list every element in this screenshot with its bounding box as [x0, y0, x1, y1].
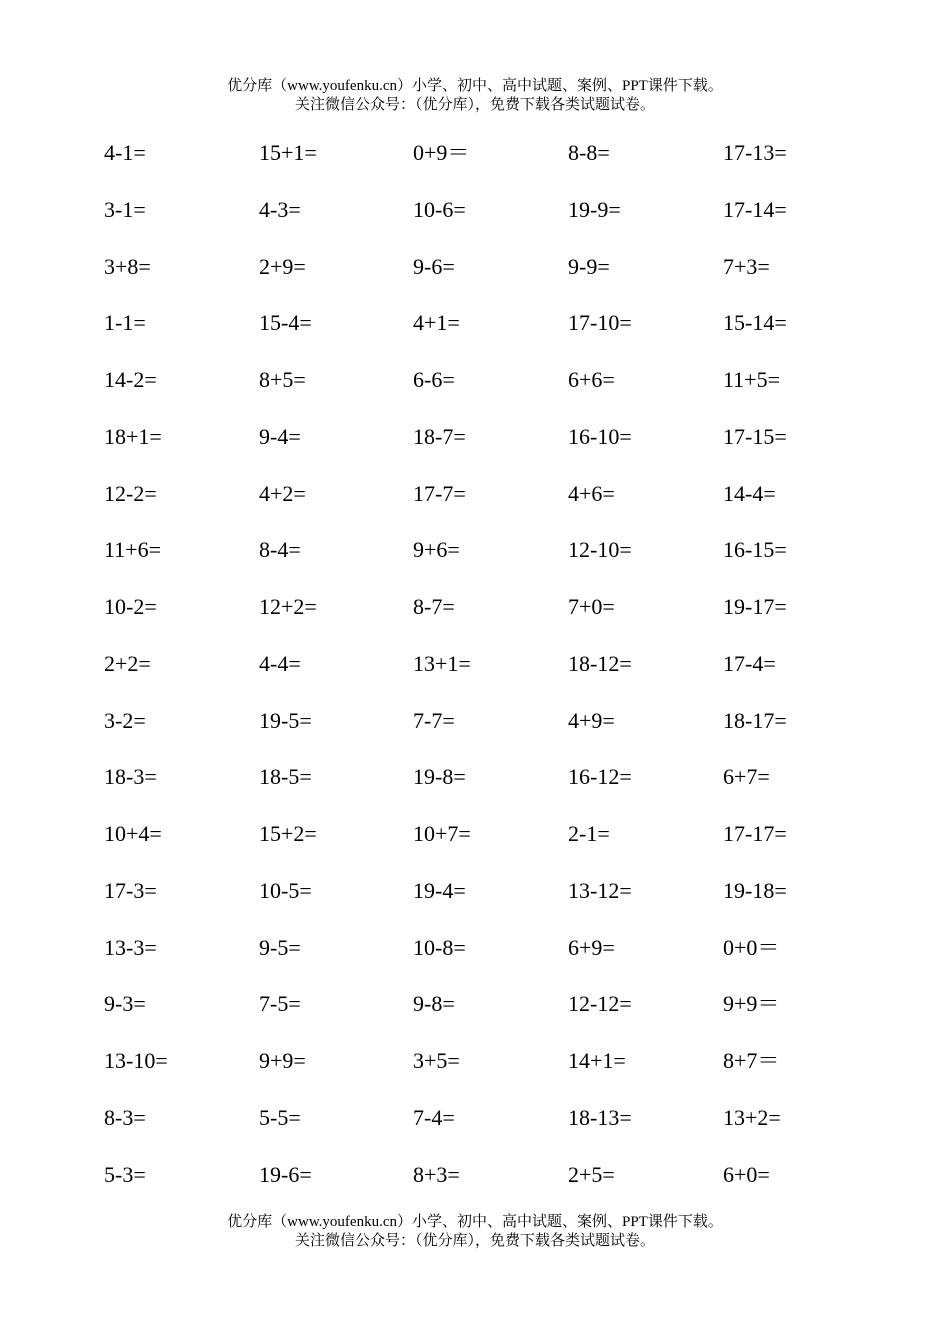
page-footer — [0, 1213, 950, 1251]
arithmetic-problem: 15-14= — [723, 310, 787, 336]
arithmetic-problem: 18-17= — [723, 707, 787, 733]
arithmetic-problem: 9-8= — [413, 991, 455, 1017]
arithmetic-problem: 19-4= — [413, 877, 466, 903]
header-line-2: 关注微信公众号：（优分库），免费下载各类试题试卷。 — [294, 97, 655, 113]
arithmetic-problem: 7-7= — [413, 707, 455, 733]
arithmetic-problem: 9-9= — [568, 253, 610, 279]
problem-row — [104, 933, 884, 990]
arithmetic-problem: 18+1= — [104, 423, 162, 449]
arithmetic-problem: 3+8= — [104, 253, 151, 279]
arithmetic-problem: 11+5= — [723, 367, 780, 392]
arithmetic-problem: 3+5= — [413, 1048, 460, 1073]
arithmetic-problem: 10-5= — [259, 877, 312, 903]
page-header — [0, 77, 950, 115]
problem-row — [104, 195, 884, 252]
arithmetic-problem: 0+0＝ — [723, 934, 780, 960]
arithmetic-problem: 8+7＝ — [723, 1048, 780, 1073]
arithmetic-problem: 4-4= — [259, 650, 301, 676]
arithmetic-problem: 8-3= — [104, 1104, 146, 1130]
problem-row — [104, 989, 884, 1046]
arithmetic-problem: 12-10= — [568, 537, 632, 563]
arithmetic-problem: 13+2= — [723, 1104, 781, 1130]
arithmetic-problem: 18-13= — [568, 1104, 632, 1130]
arithmetic-problem: 10-2= — [104, 594, 157, 619]
problem-row — [104, 308, 884, 365]
arithmetic-problem: 11+6= — [104, 537, 161, 563]
problem-row — [104, 365, 884, 422]
arithmetic-problem: 6-6= — [413, 367, 455, 392]
arithmetic-problem: 2-1= — [568, 821, 610, 846]
arithmetic-problem: 13-10= — [104, 1048, 168, 1073]
arithmetic-problem: 7+3= — [723, 253, 770, 279]
arithmetic-problem: 6+9= — [568, 934, 615, 960]
arithmetic-problem: 8-7= — [413, 594, 455, 619]
arithmetic-problem: 19-17= — [723, 594, 787, 619]
problem-row — [104, 876, 884, 933]
footer-line-2: 关注微信公众号：（优分库），免费下载各类试题试卷。 — [294, 1233, 655, 1249]
header-line-1: 优分库（www.youfenku.cn）小学、初中、高中试题、案例、PPT课件下载。 — [227, 78, 723, 94]
arithmetic-problem: 14-2= — [104, 367, 157, 392]
problem-row — [104, 1103, 884, 1160]
arithmetic-problem: 17-7= — [413, 480, 466, 506]
problem-row — [104, 819, 884, 876]
arithmetic-problem: 10+4= — [104, 821, 162, 846]
arithmetic-problem: 18-5= — [259, 764, 312, 790]
arithmetic-problem-grid — [104, 138, 884, 1216]
arithmetic-problem: 0+9＝ — [413, 140, 470, 165]
arithmetic-problem: 16-15= — [723, 537, 787, 563]
problem-row — [104, 592, 884, 649]
arithmetic-problem: 18-12= — [568, 650, 632, 676]
arithmetic-problem: 14+1= — [568, 1048, 626, 1073]
arithmetic-problem: 3-1= — [104, 196, 146, 222]
arithmetic-problem: 9-3= — [104, 991, 146, 1017]
arithmetic-problem: 4-3= — [259, 196, 301, 222]
arithmetic-problem: 18-7= — [413, 423, 466, 449]
arithmetic-problem: 15+2= — [259, 821, 317, 846]
arithmetic-problem: 4+1= — [413, 310, 460, 336]
arithmetic-problem: 9-5= — [259, 934, 301, 960]
footer-line-1: 优分库（www.youfenku.cn）小学、初中、高中试题、案例、PPT课件下载。 — [227, 1214, 723, 1230]
arithmetic-problem: 17-13= — [723, 140, 787, 165]
arithmetic-problem: 7+0= — [568, 594, 615, 619]
arithmetic-problem: 8-4= — [259, 537, 301, 563]
arithmetic-problem: 9+6= — [413, 537, 460, 563]
arithmetic-problem: 6+0= — [723, 1161, 770, 1187]
problem-row — [104, 762, 884, 819]
arithmetic-problem: 19-6= — [259, 1161, 312, 1187]
arithmetic-problem: 10-6= — [413, 196, 466, 222]
arithmetic-problem: 9-4= — [259, 423, 301, 449]
arithmetic-problem: 12+2= — [259, 594, 317, 619]
problem-row — [104, 479, 884, 536]
arithmetic-problem: 9+9= — [259, 1048, 306, 1073]
arithmetic-problem: 19-9= — [568, 196, 621, 222]
arithmetic-problem: 19-18= — [723, 877, 787, 903]
arithmetic-problem: 4-1= — [104, 140, 146, 165]
arithmetic-problem: 8-8= — [568, 140, 610, 165]
problem-row — [104, 1046, 884, 1103]
arithmetic-problem: 19-5= — [259, 707, 312, 733]
arithmetic-problem: 18-3= — [104, 764, 157, 790]
arithmetic-problem: 6+6= — [568, 367, 615, 392]
arithmetic-problem: 8+3= — [413, 1161, 460, 1187]
arithmetic-problem: 4+9= — [568, 707, 615, 733]
problem-row — [104, 422, 884, 479]
arithmetic-problem: 4+2= — [259, 480, 306, 506]
arithmetic-problem: 12-2= — [104, 480, 157, 506]
arithmetic-problem: 14-4= — [723, 480, 776, 506]
arithmetic-problem: 7-4= — [413, 1104, 455, 1130]
arithmetic-problem: 17-14= — [723, 196, 787, 222]
arithmetic-problem: 9+9＝ — [723, 991, 780, 1017]
arithmetic-problem: 2+5= — [568, 1161, 615, 1187]
arithmetic-problem: 5-5= — [259, 1104, 301, 1130]
arithmetic-problem: 7-5= — [259, 991, 301, 1017]
arithmetic-problem: 17-4= — [723, 650, 776, 676]
problem-row — [104, 1160, 884, 1217]
arithmetic-problem: 19-8= — [413, 764, 466, 790]
arithmetic-problem: 3-2= — [104, 707, 146, 733]
arithmetic-problem: 17-10= — [568, 310, 632, 336]
arithmetic-problem: 2+9= — [259, 253, 306, 279]
arithmetic-problem: 9-6= — [413, 253, 455, 279]
arithmetic-problem: 8+5= — [259, 367, 306, 392]
arithmetic-problem: 1-1= — [104, 310, 146, 336]
arithmetic-problem: 6+7= — [723, 764, 770, 790]
arithmetic-problem: 17-15= — [723, 423, 787, 449]
arithmetic-problem: 13-12= — [568, 877, 632, 903]
problem-row — [104, 138, 884, 195]
arithmetic-problem: 15-4= — [259, 310, 312, 336]
arithmetic-problem: 15+1= — [259, 140, 317, 165]
arithmetic-problem: 17-17= — [723, 821, 787, 846]
arithmetic-problem: 10+7= — [413, 821, 471, 846]
problem-row — [104, 252, 884, 309]
problem-row — [104, 535, 884, 592]
arithmetic-problem: 13-3= — [104, 934, 157, 960]
arithmetic-problem: 17-3= — [104, 877, 157, 903]
arithmetic-problem: 16-12= — [568, 764, 632, 790]
arithmetic-problem: 10-8= — [413, 934, 466, 960]
arithmetic-problem: 16-10= — [568, 423, 632, 449]
problem-row — [104, 649, 884, 706]
problem-row — [104, 706, 884, 763]
arithmetic-problem: 5-3= — [104, 1161, 146, 1187]
arithmetic-problem: 12-12= — [568, 991, 632, 1017]
arithmetic-problem: 4+6= — [568, 480, 615, 506]
arithmetic-problem: 13+1= — [413, 650, 471, 676]
arithmetic-problem: 2+2= — [104, 650, 151, 676]
